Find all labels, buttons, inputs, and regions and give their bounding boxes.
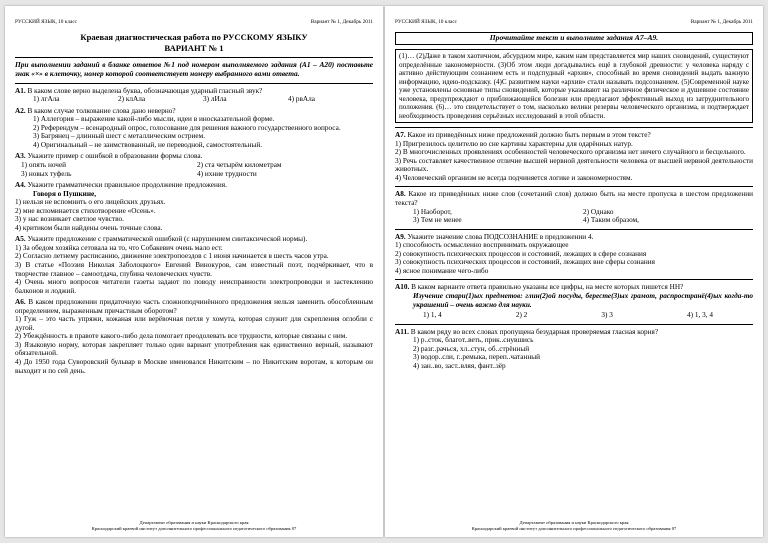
answer-option: 4) 1, 3, 4 bbox=[686, 311, 713, 320]
question-text: В каком варианте ответа правильно указаны все цифры, на месте которых пишется НН? bbox=[411, 283, 684, 292]
question-a3 bbox=[15, 152, 373, 178]
answer-option: 1) За обедом хозяйка сетовала на то, что Собакевич очень мало ест. bbox=[15, 243, 223, 252]
page-header bbox=[395, 19, 753, 25]
answer-option: 2) 2 bbox=[515, 311, 528, 320]
worksheet-page-1 bbox=[5, 6, 383, 537]
answer-option: 4) Человеческий организм не всегда подчиняется логике и закономерностям. bbox=[395, 173, 633, 182]
answer-option: 3) 3 bbox=[601, 311, 613, 320]
answer-option: 4) Таким образом, bbox=[583, 216, 639, 225]
answer-option: 3) Речь составляет качественное отличие высшей нервной деятельности человека от высшей нервной деятельности животных. bbox=[395, 156, 753, 174]
answer-option: 4) ихние трудности bbox=[197, 169, 257, 178]
question-text: В каком случае толкование слова дано неверно? bbox=[27, 106, 176, 115]
answer-option: 2) совокупность психических процессов и состояний, лежащих в сфере сознания bbox=[395, 249, 647, 258]
answer-option: 1) опять ночей bbox=[21, 161, 67, 169]
answer-option: 3) водор..сли, г..ремыка, переп..чатанный bbox=[413, 353, 540, 362]
question-a8 bbox=[395, 190, 753, 224]
answer-option: 3) новых туфель bbox=[21, 169, 72, 178]
answer-option: 4) критиком были найдены очень точные слова. bbox=[15, 223, 163, 232]
reading-task-title: Прочитайте текст и выполните задания А7–А9. bbox=[395, 32, 753, 45]
question-a1 bbox=[15, 87, 373, 104]
question-number: А9. bbox=[395, 232, 406, 241]
answer-option: 3) лИла bbox=[203, 95, 227, 104]
answer-option: 2) Убеждённость в правоте какого-либо дела помогает преодолевать все трудности, которые связаны с ним. bbox=[15, 332, 348, 341]
divider bbox=[395, 186, 753, 187]
question-text: В каком предложении придаточную часть сложноподчинённого предложения нельзя заменить обособленным определением, выраженным причастным оборотом? bbox=[15, 298, 374, 315]
answer-option: 2) разг..рачься, хл..стун, об..стрённый bbox=[413, 344, 530, 353]
question-text: Укажите пример с ошибкой в образовании формы слова. bbox=[27, 152, 203, 161]
answer-option: 1) способность осмысленно воспринимать окружающее bbox=[395, 241, 569, 250]
question-text: В каком ряду во всех словах пропущена безударная проверяемая гласная корня? bbox=[410, 327, 659, 336]
header-subject: РУССКИЙ ЯЗЫК, 10 класс bbox=[15, 19, 78, 25]
question-number: А6. bbox=[15, 298, 26, 307]
page-title: Краевая диагностическая работа по РУССКОМУ ЯЗЫКУ bbox=[80, 32, 308, 43]
divider bbox=[395, 127, 753, 128]
divider bbox=[15, 83, 373, 84]
answer-option: 3) Языковую норму, которая закрепляет только один вариант употребления как единственно верный, называют обязательной. bbox=[15, 340, 373, 358]
page-footer bbox=[395, 520, 753, 532]
answer-option: 3) у нас возникает светлое чувство. bbox=[15, 215, 124, 224]
header-variant: Вариант № 1, Декабрь 2011 bbox=[310, 19, 373, 25]
question-text: Укажите предложение с грамматической ошибкой (с нарушением синтаксической нормы). bbox=[27, 235, 308, 244]
question-a5 bbox=[15, 235, 373, 295]
answer-option: 2) клАла bbox=[118, 95, 146, 104]
header-subject: РУССКИЙ ЯЗЫК, 10 класс bbox=[395, 19, 458, 25]
answer-option: 1) Аллегория – выражение какой-либо мысли, идеи в иносказательной форме. bbox=[33, 115, 275, 124]
question-number: А11. bbox=[395, 327, 409, 336]
answer-option: 2) Однако bbox=[583, 207, 614, 216]
divider bbox=[395, 279, 753, 280]
answer-option: 1) нельзя не вспомнить о его лицейских друзьях. bbox=[15, 198, 166, 207]
question-number: А8. bbox=[395, 190, 406, 199]
question-text: Укажите грамматически правильное продолжение предложения. bbox=[27, 181, 227, 190]
answer-option: 3) Багрянец – длинный шест с металлическим острием. bbox=[33, 132, 206, 141]
divider bbox=[15, 57, 373, 58]
question-number: А1. bbox=[15, 86, 26, 95]
answer-option: 2) Согласно летнему расписанию, движение электропоездов с 1 июня начинается в шесть часов утра. bbox=[15, 252, 329, 261]
answer-option: 2) В многочисленных проявлениях особенностей человеческого организма нет ничего случайного и бесцельного. bbox=[395, 148, 746, 157]
question-a7 bbox=[395, 131, 753, 182]
answer-option: 4) зан..во, заст..вляя, фант..зёр bbox=[413, 361, 506, 370]
answer-option: 1) Гуж – это часть упряжи, кожаная или верёвочная петля у хомута, которая служит для скрепления оглобли с дугой. bbox=[15, 315, 373, 332]
reading-passage: (1)… (2)Даже в таком хаотичном, абсурдном мире, каким нам представляется мир наших сновидений, существуют определённые закономерности. (3)Об этом люди догадывались ещё в глубокой древности: у человека наряду с активно действующим сознанием есть и подспудный «архив», способный во время сновидений выдать важную информацию, идею-подсказку. (4)С развитием науки «архив» стали называть подсознанием. (5)Современной науке уже установлены основные типы сновидений, которые указывают на различное физическое и душевное состояние человека, предупреждают о приближающейся болезни или предлагают эффективный выход из затруднительного положения. (6)… это свидетельствует о том, насколько велики резервы человеческого организма, и подтверждает необходимость проведения серьёзных исследований в этой области. bbox=[395, 49, 753, 123]
question-number: А5. bbox=[15, 235, 26, 244]
footer-line: Департамент образования и науки Краснодарского края bbox=[519, 520, 629, 526]
answer-option: 4) До 1950 года Суворовский бульвар в Москве именовался Никитским – по Никитским воротам, к которым он выходит и по сей день. bbox=[15, 358, 373, 375]
instructions: При выполнении заданий в бланке ответов №1 под номером выполняемого задания (А1 – А20) поставьте знак «×» в клеточку, номер которой соответствует номеру выбранного вами ответа. bbox=[15, 59, 373, 78]
question-text: Какое из приведённых ниже слов (сочетаний слов) должно быть на месте пропуска в шестом предложении текста? bbox=[395, 190, 754, 208]
question-a11 bbox=[395, 328, 753, 371]
question-number: А2. bbox=[15, 106, 26, 115]
page-footer bbox=[15, 520, 373, 532]
question-number: А7. bbox=[395, 131, 406, 140]
answer-option: 1) Пригрезилось целителю во сне картины характерны для одарённых натур. bbox=[395, 139, 633, 148]
question-number: А4. bbox=[15, 181, 26, 190]
question-a10 bbox=[395, 283, 753, 319]
footer-line: Краснодарский краевой институт дополнительного профессионального педагогического образования 07 bbox=[91, 526, 297, 532]
answer-option: 1) р..сток, благот..веть, прик..снувшись bbox=[413, 336, 534, 345]
question-text: Какое из приведённых ниже предложений должно быть первым в этом тексте? bbox=[407, 131, 651, 140]
question-a2 bbox=[15, 107, 373, 150]
answer-option: 2) мне вспоминается стихотворение «Осень». bbox=[15, 206, 156, 215]
variant-title: ВАРИАНТ № 1 bbox=[164, 42, 224, 53]
task-sentence: Изучение стари(1)ых предметов: глин(2)ой посуды, бересте(3)ых грамот, распространё(4)ых когда-то украшений – очень важно для науки. bbox=[413, 291, 753, 309]
question-text: В каком слове верно выделена буква, обозначающая ударный гласный звук? bbox=[27, 86, 263, 95]
question-number: А10. bbox=[395, 283, 410, 292]
footer-line: Краснодарский краевой институт дополнительного профессионального педагогического образования 07 bbox=[471, 526, 677, 532]
answer-option: 1) 1, 4 bbox=[423, 311, 442, 320]
answer-option: 3) совокупность психических процессов и состояний, лежащих вне сферы сознания bbox=[395, 258, 655, 267]
question-a4 bbox=[15, 181, 373, 232]
answer-option: 4) Оригинальный – не заимствованный, не переводной, самостоятельный. bbox=[33, 140, 263, 149]
answer-option: 4) ясное понимание чего-либо bbox=[395, 266, 489, 275]
worksheet-page-2 bbox=[385, 6, 763, 537]
sentence-lead: Говоря о Пушкине, bbox=[33, 189, 97, 198]
answer-option: 1) лгАла bbox=[33, 95, 60, 104]
question-number: А3. bbox=[15, 152, 26, 161]
question-a6 bbox=[15, 298, 373, 375]
answer-option: 4) Очень много вопросов читатели газеты задают по поводу неисправности электропроводки и застеклению балконов и лоджий. bbox=[15, 278, 373, 295]
answer-option: 3) В статье «Поэзия Николая Заболоцкого» Евгений Винокуров, сам известный поэт, подчёркивает, что в творчестве главное – самоотдача, глубина человеческих чувств. bbox=[15, 261, 373, 278]
answer-option: 1) Наоборот, bbox=[413, 207, 452, 216]
answer-option: 2) Референдум – всенародный опрос, голосование для решения важного государственного вопроса. bbox=[33, 123, 341, 132]
divider bbox=[395, 229, 753, 230]
divider bbox=[395, 324, 753, 325]
question-text: Укажите значение слова ПОДСОЗНАНИЕ в предложении 4. bbox=[407, 232, 594, 241]
answer-option: 3) Тем не менее bbox=[413, 216, 462, 225]
page-header bbox=[15, 19, 373, 25]
answer-option: 4) рвАла bbox=[288, 95, 315, 104]
question-a9 bbox=[395, 233, 753, 276]
answer-option: 2) ста четырём километрам bbox=[197, 161, 282, 169]
header-variant: Вариант № 1, Декабрь 2011 bbox=[690, 19, 753, 25]
footer-line: Департамент образования и науки Краснодарского края bbox=[139, 520, 249, 526]
